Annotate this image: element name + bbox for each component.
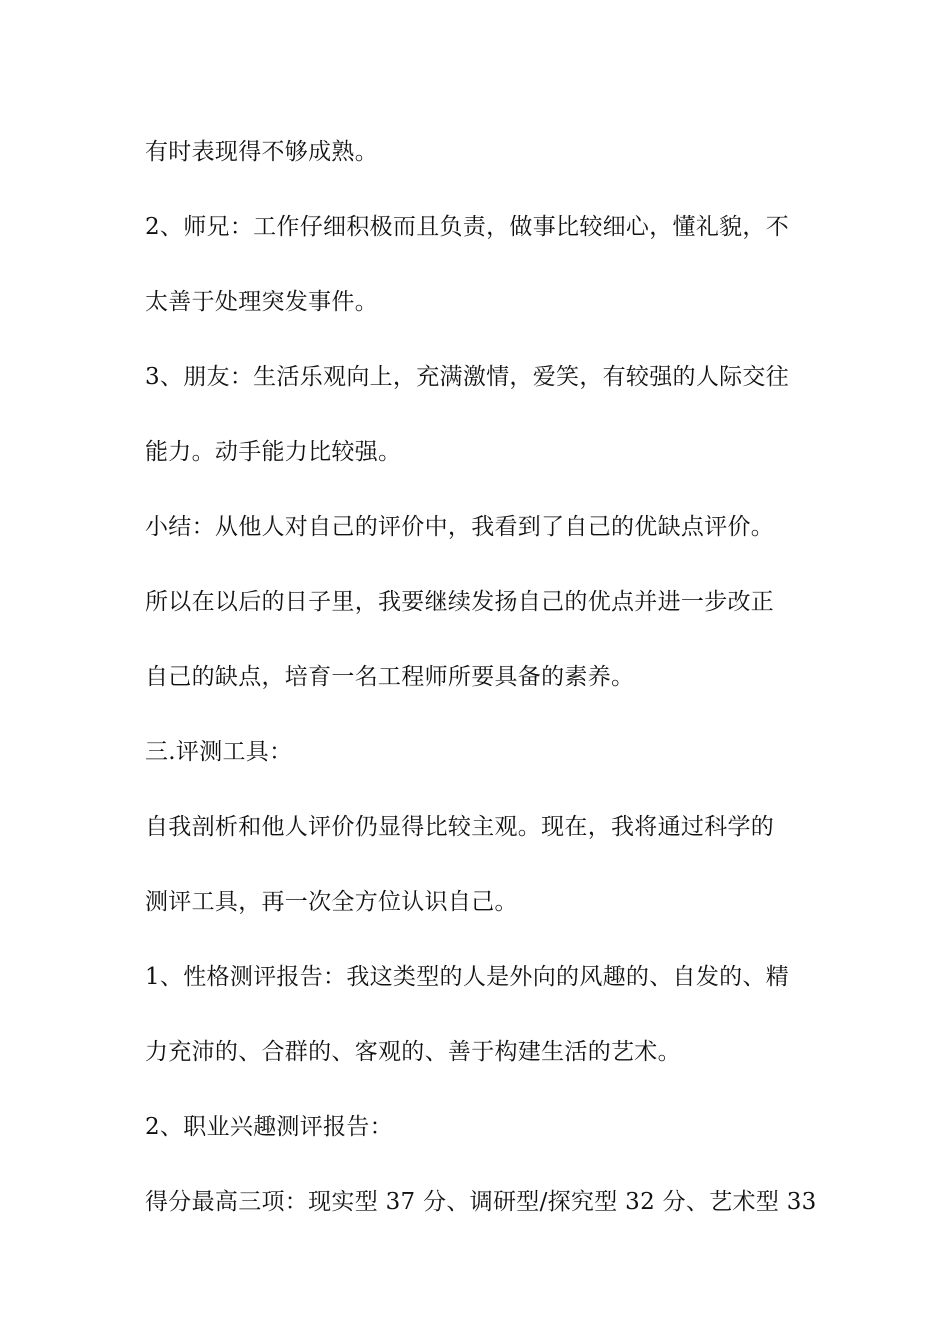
text-line: 测评工具，再一次全方位认识自己。: [145, 889, 518, 915]
text-line: 1、性格测评报告：我这类型的人是外向的风趣的、自发的、精: [145, 964, 790, 990]
text-line: 自己的缺点，培育一名工程师所要具备的素养。: [145, 664, 635, 690]
text-line: 2、师兄：工作仔细积极而且负责，做事比较细心，懂礼貌，不: [145, 214, 790, 240]
text-line: 2、职业兴趣测评报告：: [145, 1114, 393, 1140]
text-line: 力充沛的、合群的、客观的、善于构建生活的艺术。: [145, 1039, 681, 1065]
text-line: 3、朋友：生活乐观向上，充满激情，爱笑，有较强的人际交往: [145, 364, 790, 390]
text-line: 能力。动手能力比较强。: [145, 439, 402, 465]
summary-line: 小结：从他人对自己的评价中，我看到了自己的优缺点评价。: [145, 514, 775, 540]
text-line: 得分最高三项：现实型 37 分、调研型/探究型 32 分、艺术型 33: [145, 1189, 817, 1215]
text-line: 自我剖析和他人评价仍显得比较主观。现在，我将通过科学的: [145, 814, 775, 840]
text-line: 所以在以后的日子里，我要继续发扬自己的优点并进一步改正: [145, 589, 775, 615]
section-heading: 三.评测工具：: [145, 739, 293, 765]
text-line: 太善于处理突发事件。: [145, 289, 378, 315]
text-line: 有时表现得不够成熟。: [145, 139, 378, 165]
